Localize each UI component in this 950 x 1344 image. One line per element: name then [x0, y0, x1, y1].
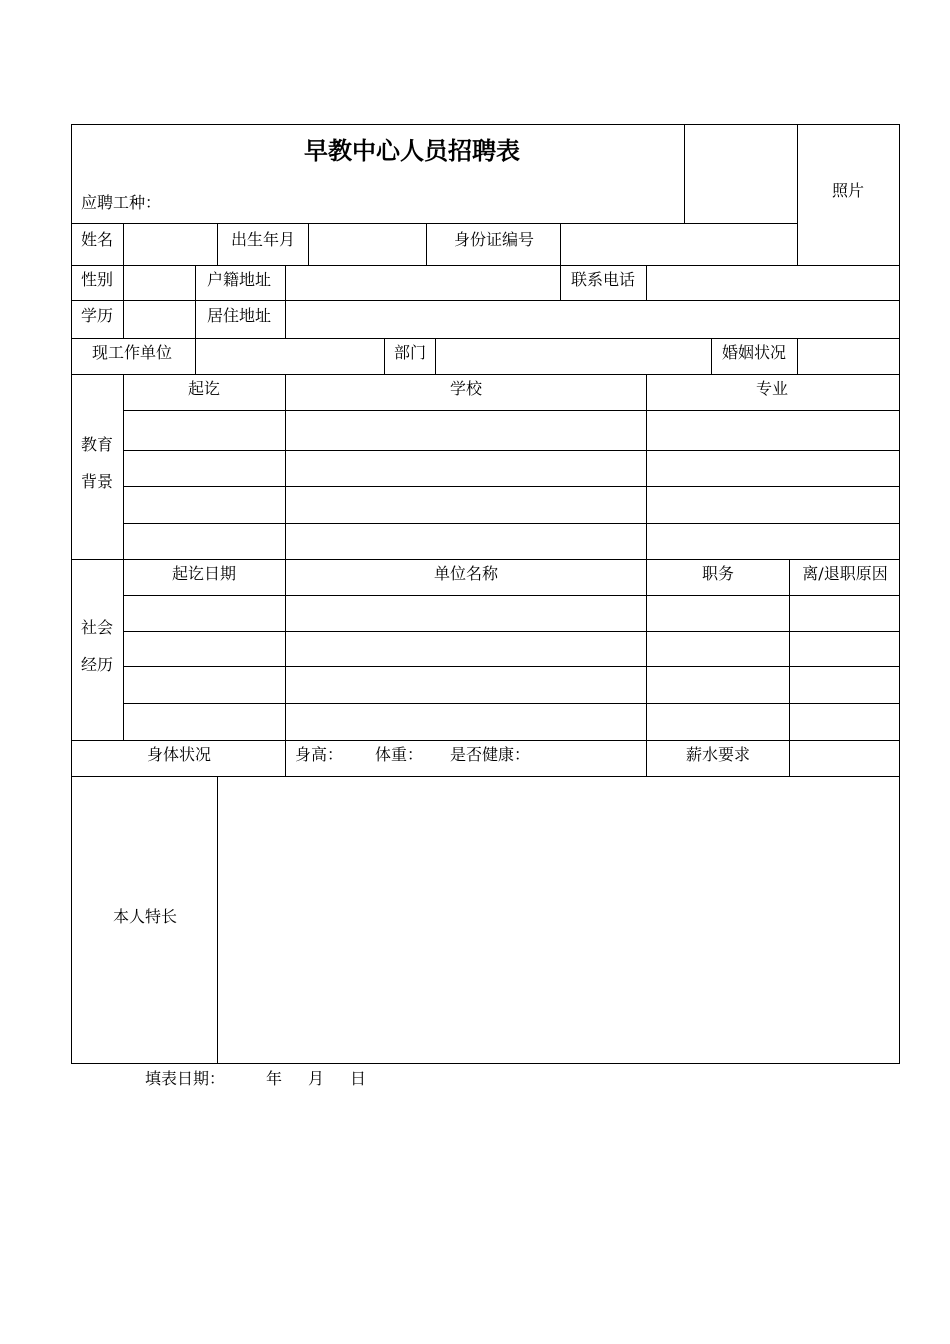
- education-header-school: 学校: [449, 379, 483, 398]
- work-row-2-dates[interactable]: [124, 632, 285, 666]
- salary-label: 薪水要求: [685, 745, 751, 764]
- work-row-1-employer[interactable]: [286, 596, 646, 631]
- work-header-leave-reason: 离/退职原因: [802, 564, 888, 583]
- height-label: 身高：: [295, 745, 344, 764]
- weight-field[interactable]: [418, 741, 448, 776]
- health-label: 身体状况: [146, 745, 212, 764]
- date-month-label: 月: [308, 1069, 325, 1088]
- rule: [899, 124, 900, 1064]
- education-row-1-major[interactable]: [647, 411, 899, 450]
- department-label: 部门: [394, 343, 427, 362]
- education-row-1-period[interactable]: [124, 411, 285, 450]
- work-row-3-dates[interactable]: [124, 667, 285, 703]
- marital-field[interactable]: [798, 339, 899, 374]
- work-row-1-dates[interactable]: [124, 596, 285, 631]
- education-section-label-1: 教育: [81, 435, 114, 454]
- position-field[interactable]: [160, 187, 680, 217]
- rule: [71, 1063, 900, 1064]
- rule: [560, 265, 561, 300]
- work-row-2-title[interactable]: [647, 632, 789, 666]
- healthy-field[interactable]: [530, 741, 646, 776]
- weight-label: 体重：: [375, 745, 424, 764]
- photo-area[interactable]: [798, 125, 899, 265]
- rule: [711, 338, 712, 374]
- height-field[interactable]: [340, 741, 374, 776]
- education-row-4-school[interactable]: [286, 524, 646, 559]
- education-section-label-2: 背景: [81, 472, 114, 491]
- department-field[interactable]: [436, 339, 711, 374]
- rule: [426, 223, 427, 265]
- residence-label: 居住地址: [207, 306, 272, 325]
- education-row-2-period[interactable]: [124, 451, 285, 486]
- work-row-3-title[interactable]: [647, 667, 789, 703]
- date-day-label: 日: [350, 1069, 367, 1088]
- work-row-4-reason[interactable]: [790, 704, 899, 740]
- phone-field[interactable]: [647, 266, 899, 300]
- education-level-field[interactable]: [124, 301, 195, 338]
- id-number-label: 身份证编号: [453, 230, 535, 249]
- work-row-1-reason[interactable]: [790, 596, 899, 631]
- work-row-2-reason[interactable]: [790, 632, 899, 666]
- education-row-2-school[interactable]: [286, 451, 646, 486]
- education-row-2-major[interactable]: [647, 451, 899, 486]
- hukou-field[interactable]: [286, 266, 560, 300]
- rule: [195, 265, 196, 338]
- header-blank-cell[interactable]: [685, 125, 797, 223]
- date-year-label: 年: [266, 1069, 283, 1088]
- education-row-4-major[interactable]: [647, 524, 899, 559]
- skills-field[interactable]: [218, 777, 899, 1063]
- residence-field[interactable]: [286, 301, 899, 338]
- work-row-4-employer[interactable]: [286, 704, 646, 740]
- phone-label: 联系电话: [570, 270, 636, 289]
- position-label: 应聘工种：: [81, 193, 162, 212]
- employer-label: 现工作单位: [92, 343, 173, 362]
- work-row-2-employer[interactable]: [286, 632, 646, 666]
- education-row-4-period[interactable]: [124, 524, 285, 559]
- rule: [71, 124, 72, 1064]
- employer-field[interactable]: [196, 339, 384, 374]
- work-row-4-dates[interactable]: [124, 704, 285, 740]
- rule: [71, 559, 900, 560]
- form-title: 早教中心人员招聘表: [304, 137, 520, 165]
- marital-label: 婚姻状况: [722, 343, 787, 362]
- name-field[interactable]: [124, 224, 217, 265]
- work-section-label-2: 经历: [81, 655, 114, 674]
- work-row-4-title[interactable]: [647, 704, 789, 740]
- work-row-3-employer[interactable]: [286, 667, 646, 703]
- education-header-major: 专业: [755, 379, 789, 398]
- education-row-3-school[interactable]: [286, 487, 646, 523]
- rule: [71, 740, 900, 741]
- work-row-3-reason[interactable]: [790, 667, 899, 703]
- photo-label: 照片: [831, 181, 865, 200]
- education-level-label: 学历: [81, 306, 114, 325]
- work-section-label-1: 社会: [81, 618, 114, 637]
- education-header-period: 起讫: [187, 379, 221, 398]
- gender-label: 性别: [81, 270, 114, 289]
- work-header-dates: 起讫日期: [171, 564, 237, 583]
- education-row-3-major[interactable]: [647, 487, 899, 523]
- fill-date-label: 填表日期：: [145, 1069, 226, 1088]
- rule: [217, 223, 218, 265]
- education-row-1-school[interactable]: [286, 411, 646, 450]
- salary-field[interactable]: [790, 741, 899, 776]
- work-header-employer: 单位名称: [433, 564, 499, 583]
- rule: [384, 338, 385, 374]
- work-row-1-title[interactable]: [647, 596, 789, 631]
- healthy-label: 是否健康：: [450, 745, 531, 764]
- birth-field[interactable]: [309, 224, 426, 265]
- education-row-3-period[interactable]: [124, 487, 285, 523]
- gender-field[interactable]: [124, 266, 195, 300]
- name-label: 姓名: [81, 230, 114, 249]
- birth-label: 出生年月: [231, 230, 296, 249]
- work-header-title: 职务: [701, 564, 735, 583]
- hukou-label: 户籍地址: [207, 270, 272, 289]
- id-number-field[interactable]: [561, 224, 797, 265]
- skills-label: 本人特长: [112, 907, 178, 926]
- rule: [71, 374, 900, 375]
